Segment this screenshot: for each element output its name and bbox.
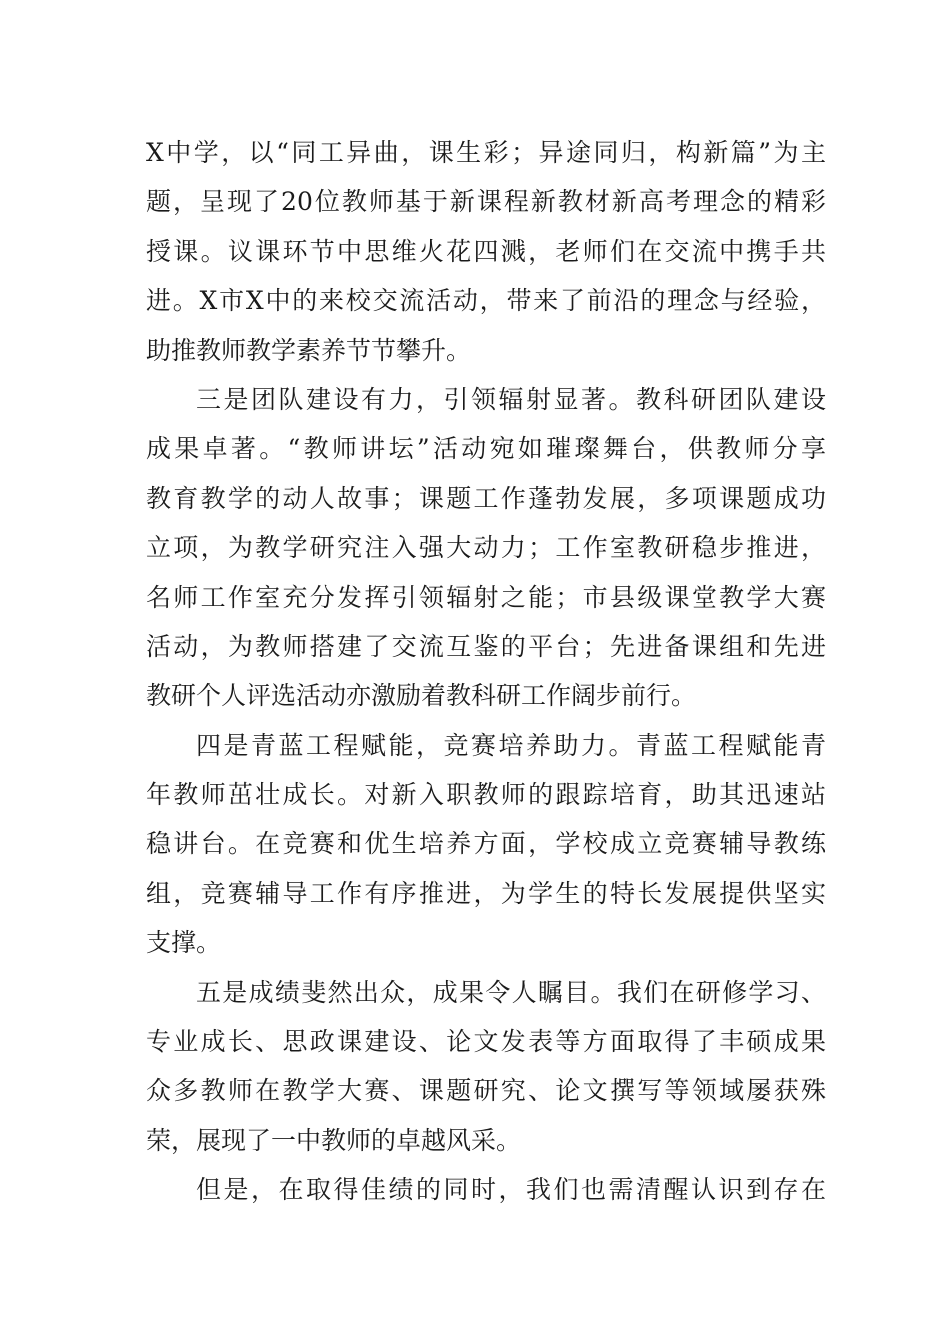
text-line: X中学，以“同工异曲，课生彩；异途同归，构新篇”为主 xyxy=(146,138,826,167)
paragraph-first-line: 三是团队建设有力，引领辐射显著。教科研团队建设 xyxy=(196,384,826,414)
text-line: 成果卓著。“教师讲坛”活动宛如璀璨舞台，供教师分享 xyxy=(146,434,826,464)
paragraph-first-line: 但是，在取得佳绩的同时，我们也需清醒认识到存在 xyxy=(196,1175,826,1205)
text-line: 教研个人评选活动亦激励着教科研工作阔步前行。 xyxy=(146,681,697,711)
paragraph-first-line: 四是青蓝工程赋能，竞赛培养助力。青蓝工程赋能青 xyxy=(196,730,826,760)
text-line: 立项，为教学研究注入强大动力；工作室教研稳步推进， xyxy=(146,533,826,563)
text-line: 名师工作室充分发挥引领辐射之能；市县级课堂教学大赛 xyxy=(146,582,826,612)
text-line: 年教师茁壮成长。对新入职教师的跟踪培育，助其迅速站 xyxy=(146,780,826,810)
document-body xyxy=(146,128,826,1215)
text-line: 专业成长、思政课建设、论文发表等方面取得了丰硕成果 xyxy=(146,1027,826,1057)
text-line: 活动，为教师搭建了交流互鉴的平台；先进备课组和先进 xyxy=(146,631,826,661)
text-line: 众多教师在教学大赛、课题研究、论文撰写等领域屡获殊 xyxy=(146,1076,826,1106)
text-line: 题，呈现了20位教师基于新课程新教材新高考理念的精彩 xyxy=(146,187,826,217)
text-line: 教育教学的动人故事；课题工作蓬勃发展，多项课题成功 xyxy=(146,483,826,513)
paragraph-first-line: 五是成绩斐然出众，成果令人瞩目。我们在研修学习、 xyxy=(196,977,826,1007)
text-line: 助推教师教学素养节节攀升。 xyxy=(146,335,472,365)
text-line: 支撑。 xyxy=(146,928,222,958)
text-line: 稳讲台。在竞赛和优生培养方面，学校成立竞赛辅导教练 xyxy=(146,829,826,859)
text-line: 荣，展现了一中教师的卓越风采。 xyxy=(146,1125,522,1155)
text-line: 组，竞赛辅导工作有序推进，为学生的特长发展提供坚实 xyxy=(146,878,826,908)
text-line: 进。X市X中的来校交流活动，带来了前沿的理念与经验， xyxy=(146,286,826,316)
text-line: 授课。议课环节中思维火花四溅，老师们在交流中携手共 xyxy=(146,236,826,266)
